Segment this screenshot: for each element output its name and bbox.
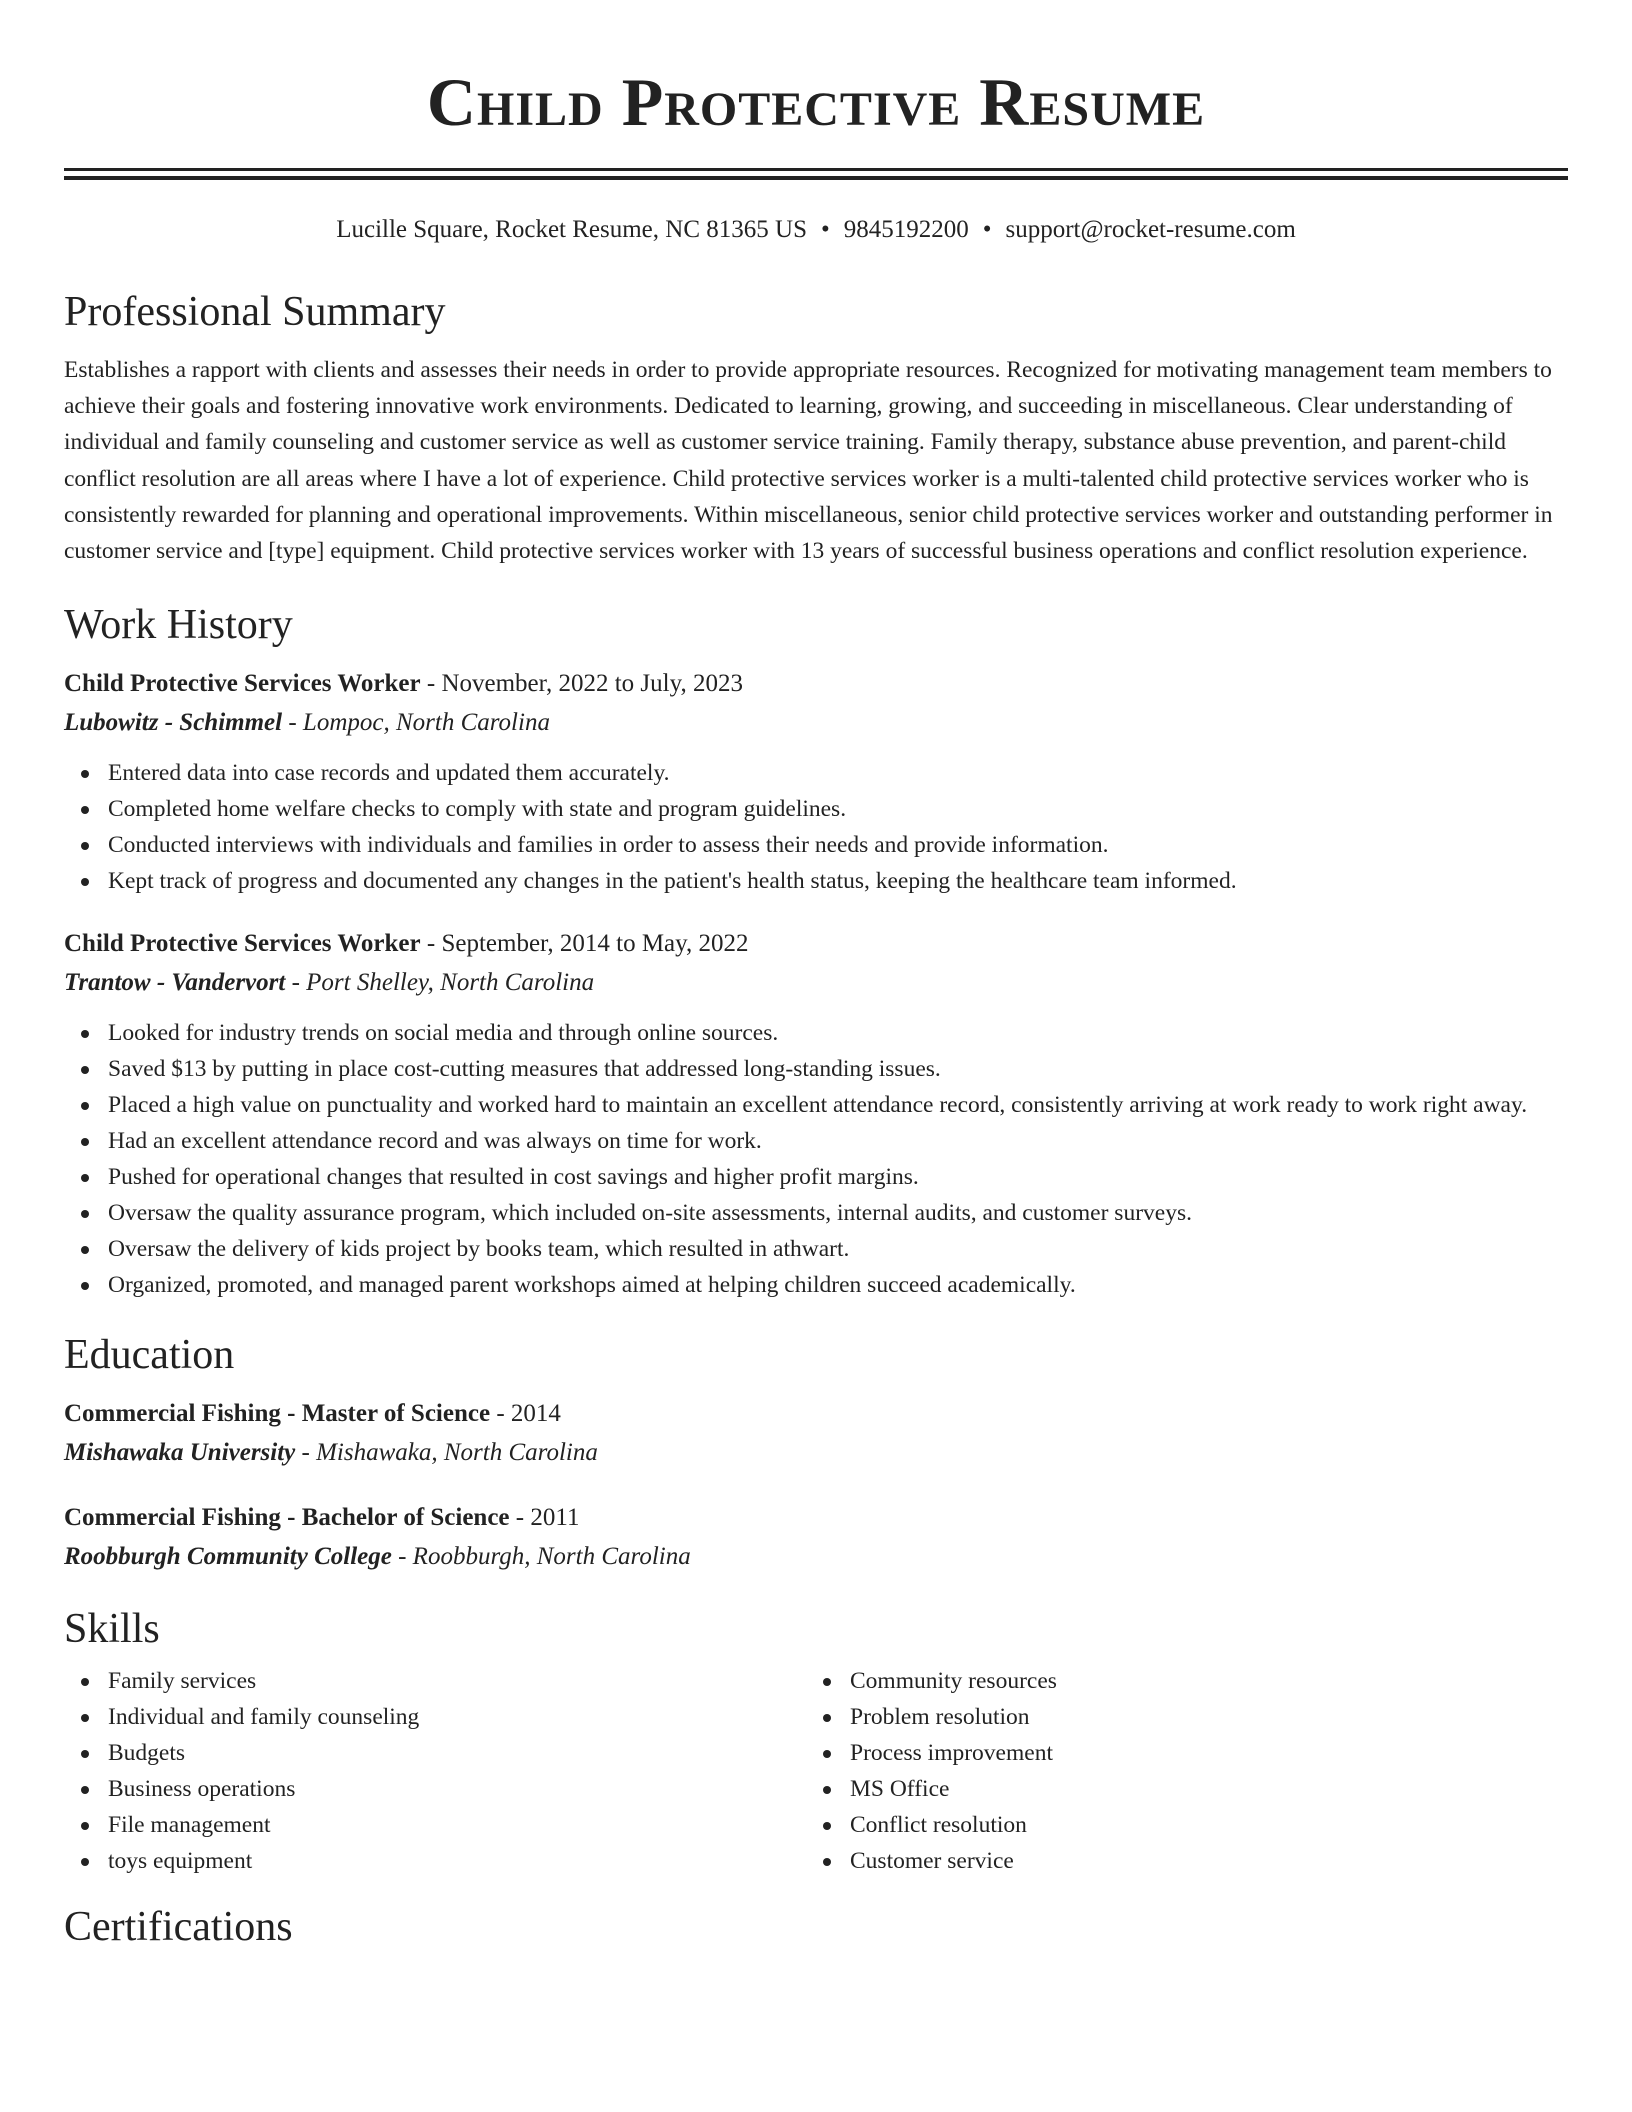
job-dates: - September, 2014 to May, 2022 (420, 930, 749, 958)
job-bullet: Pushed for operational changes that resulted in cost savings and higher profit margins. (64, 1159, 1568, 1195)
school-line (64, 1433, 1568, 1473)
contact-email: support@rocket-resume.com (1005, 216, 1296, 243)
skill-item: Customer service (806, 1843, 1548, 1879)
job-bullet: Kept track of progress and documented any changes in the patient's health status, keeping the healthcare team informed. (64, 863, 1568, 899)
education-heading: Education (64, 1332, 235, 1379)
summary-heading: Professional Summary (64, 289, 446, 335)
skill-item: Conflict resolution (806, 1807, 1548, 1843)
contact-address: Lucille Square, Rocket Resume, NC 81365 US (336, 216, 807, 243)
skill-item: toys equipment (64, 1843, 806, 1879)
job-location: - Port Shelley, North Carolina (285, 969, 595, 997)
degree-name: Commercial Fishing - Master of Science (64, 1400, 491, 1428)
job-title: Child Protective Services Worker (64, 670, 421, 698)
school-name: Mishawaka University (64, 1439, 296, 1467)
job-entry (64, 665, 1568, 899)
degree-line (64, 1499, 1568, 1537)
job-company-line (64, 963, 1568, 1003)
work-history-heading: Work History (64, 602, 293, 649)
job-company: Lubowitz - Schimmel (64, 709, 283, 737)
skills-column-right (806, 1663, 1548, 1879)
school-name: Roobburgh Community College (64, 1543, 392, 1571)
job-bullet: Saved $13 by putting in place cost-cutting measures that addressed long-standing issues. (64, 1051, 1568, 1087)
contact-phone: 9845192200 (843, 216, 969, 243)
job-title-line (64, 665, 1568, 703)
skill-item: Problem resolution (806, 1699, 1548, 1735)
job-bullets (64, 1015, 1568, 1303)
resume-title: Child Protective Resume (426, 64, 1206, 140)
job-bullet: Looked for industry trends on social media and through online sources. (64, 1015, 1568, 1051)
contact-separator: • (820, 216, 830, 243)
contact-separator: • (982, 216, 992, 243)
job-title-line (64, 925, 1568, 963)
job-location: - Lompoc, North Carolina (282, 709, 550, 737)
skill-item: File management (64, 1807, 806, 1843)
job-bullet: Completed home welfare checks to comply with state and program guidelines. (64, 791, 1568, 827)
skill-item: Budgets (64, 1735, 806, 1771)
certifications-heading: Certifications (64, 1904, 293, 1951)
degree-year: - 2011 (509, 1504, 580, 1532)
skills-heading: Skills (64, 1606, 160, 1653)
job-dates: - November, 2022 to July, 2023 (420, 670, 743, 698)
contact-line (64, 214, 1568, 246)
job-bullet: Had an excellent attendance record and was always on time for work. (64, 1123, 1568, 1159)
title-divider (64, 168, 1568, 180)
job-bullet: Placed a high value on punctuality and worked hard to maintain an excellent attendance record, consistently arriving at work ready to work right away. (64, 1087, 1568, 1123)
skill-item: Community resources (806, 1663, 1548, 1699)
degree-year: - 2014 (490, 1400, 561, 1428)
summary-text: Establishes a rapport with clients and assesses their needs in order to provide appropriate resources. Recognized for motivating management team members to achieve their goals and fostering innovative work environments. Dedicated to learning, growing, and succeeding in miscellaneous. Clear understanding of individual and family counseling and customer service as well as customer service training. Family therapy, substance abuse prevention, and parent-child conflict resolution are all areas where I have a lot of experience. Child protective services worker is a multi-talented child protective services worker who is consistently rewarded for planning and operational improvements. Within miscellaneous, senior child protective services worker and outstanding performer in customer service and [type] equipment. Child protective services worker with 13 years of successful business operations and conflict resolution experience. (64, 357, 1553, 565)
skill-item: Process improvement (806, 1735, 1548, 1771)
job-bullet: Organized, promoted, and managed parent workshops aimed at helping children succeed academically. (64, 1267, 1568, 1303)
job-bullet: Oversaw the quality assurance program, which included on-site assessments, internal audits, and customer surveys. (64, 1195, 1568, 1231)
school-location: - Roobburgh, North Carolina (391, 1543, 691, 1571)
job-company: Trantow - Vandervort (64, 969, 286, 997)
skills-list (64, 1663, 1568, 1879)
education-entry (64, 1499, 1568, 1577)
skill-item: MS Office (806, 1771, 1548, 1807)
skill-item: Family services (64, 1663, 806, 1699)
degree-line (64, 1395, 1568, 1433)
job-company-line (64, 703, 1568, 743)
skills-column-left (64, 1663, 806, 1879)
job-bullet: Oversaw the delivery of kids project by books team, which resulted in athwart. (64, 1231, 1568, 1267)
skill-item: Individual and family counseling (64, 1699, 806, 1735)
skill-item: Business operations (64, 1771, 806, 1807)
job-bullet: Conducted interviews with individuals and families in order to assess their needs and provide information. (64, 827, 1568, 863)
education-entry (64, 1395, 1568, 1473)
degree-name: Commercial Fishing - Bachelor of Science (64, 1504, 510, 1532)
job-bullet: Entered data into case records and updated them accurately. (64, 755, 1568, 791)
school-location: - Mishawaka, North Carolina (295, 1439, 598, 1467)
job-title: Child Protective Services Worker (64, 930, 421, 958)
job-entry (64, 925, 1568, 1303)
job-bullets (64, 755, 1568, 899)
school-line (64, 1537, 1568, 1577)
